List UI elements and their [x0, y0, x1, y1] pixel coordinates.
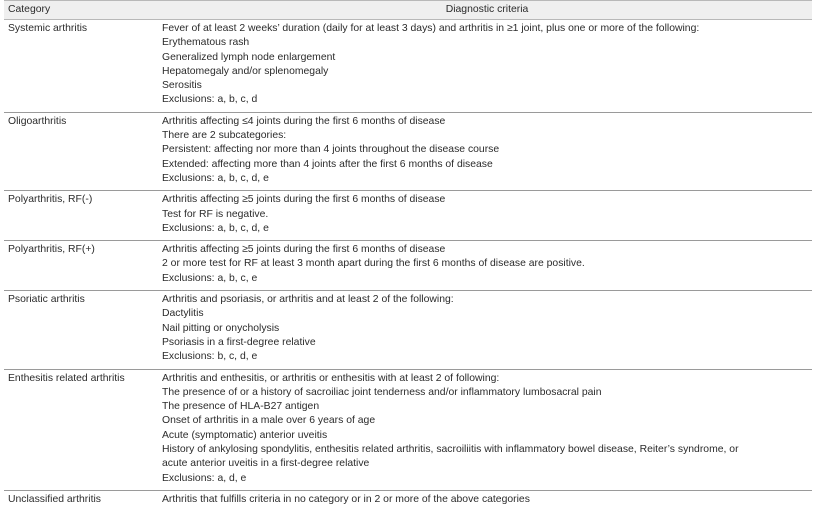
table-body [4, 20, 812, 511]
criteria-cell [162, 243, 812, 286]
criteria-line: Persistent: affecting nor more than 4 joints throughout the disease course [162, 144, 500, 156]
criteria-line: Serositis [162, 80, 202, 92]
header-category: Category [8, 4, 51, 15]
table-row [4, 113, 812, 191]
criteria-line: Arthritis and psoriasis, or arthritis and at least 2 of the following: [162, 294, 454, 306]
criteria-cell [162, 372, 812, 486]
criteria-line: 2 or more test for RF at least 3 month apart during the first 6 months of disease are positive. [162, 258, 585, 270]
criteria-line: Erythematous rash [162, 37, 250, 49]
criteria-line: Arthritis affecting ≥5 joints during the first 6 months of disease [162, 244, 446, 256]
criteria-line: Onset of arthritis in a male over 6 years of age [162, 415, 376, 427]
criteria-line: Nail pitting or onycholysis [162, 322, 280, 334]
table-row [4, 20, 812, 113]
category-cell: Unclassified arthritis [8, 493, 101, 505]
criteria-line: Arthritis affecting ≤4 joints during the first 6 months of disease [162, 115, 446, 127]
category-cell: Polyarthritis, RF(+) [8, 244, 95, 256]
criteria-cell [162, 493, 812, 507]
criteria-cell [162, 115, 812, 186]
criteria-cell [162, 193, 812, 236]
criteria-line: Psoriasis in a first-degree relative [162, 336, 316, 348]
category-cell: Psoriatic arthritis [8, 294, 85, 306]
criteria-line: Exclusions: a, b, c, d, e [162, 172, 269, 184]
category-cell: Polyarthritis, RF(-) [8, 194, 93, 206]
criteria-line: The presence of or a history of sacroiliac joint tenderness and/or inflammatory lumbosacral pain [162, 386, 602, 398]
criteria-line: History of ankylosing spondylitis, enthesitis related arthritis, sacroiliitis with inflammatory bowel disease, Reiter’s syndrome, or [162, 444, 739, 456]
criteria-line: Exclusions: a, d, e [162, 472, 247, 484]
criteria-line: Hepatomegaly and/or splenomegaly [162, 65, 329, 77]
criteria-line: Dactylitis [162, 308, 204, 320]
table-header [4, 0, 812, 20]
criteria-line: Extended: affecting more than 4 joints after the first 6 months of disease [162, 158, 493, 170]
table-row [4, 191, 812, 241]
criteria-line: Arthritis and enthesitis, or arthritis or enthesitis with at least 2 of following: [162, 372, 500, 384]
criteria-line: Exclusions: a, b, c, d [162, 94, 258, 106]
criteria-cell [162, 293, 812, 364]
criteria-line: There are 2 subcategories: [162, 130, 287, 142]
criteria-line: Exclusions: b, c, d, e [162, 351, 258, 363]
table-row [4, 291, 812, 369]
criteria-line: Acute (symptomatic) anterior uveitis [162, 429, 328, 441]
criteria-line: Exclusions: a, b, c, e [162, 272, 258, 284]
header-criteria: Diagnostic criteria [445, 4, 529, 15]
criteria-table [4, 0, 812, 511]
criteria-line: Fever of at least 2 weeks’ duration (daily for at least 3 days) and arthritis in ≥1 joint, plus one or more of the following: [162, 23, 700, 34]
criteria-line: acute anterior uveitis in a first-degree relative [162, 458, 370, 470]
criteria-line: Test for RF is negative. [162, 208, 269, 220]
table-row [4, 370, 812, 491]
criteria-line: Arthritis affecting ≥5 joints during the first 6 months of disease [162, 194, 446, 206]
criteria-cell [162, 22, 812, 108]
category-cell: Enthesitis related arthritis [8, 372, 125, 384]
table-row [4, 241, 812, 291]
category-cell: Systemic arthritis [8, 23, 88, 34]
category-cell: Oligoarthritis [8, 115, 67, 127]
criteria-line: Generalized lymph node enlargement [162, 51, 336, 63]
criteria-line: Exclusions: a, b, c, d, e [162, 222, 269, 234]
table-row [4, 491, 812, 511]
criteria-line: Arthritis that fulfills criteria in no category or in 2 or more of the above categories [162, 493, 530, 505]
criteria-line: The presence of HLA-B27 antigen [162, 401, 320, 413]
